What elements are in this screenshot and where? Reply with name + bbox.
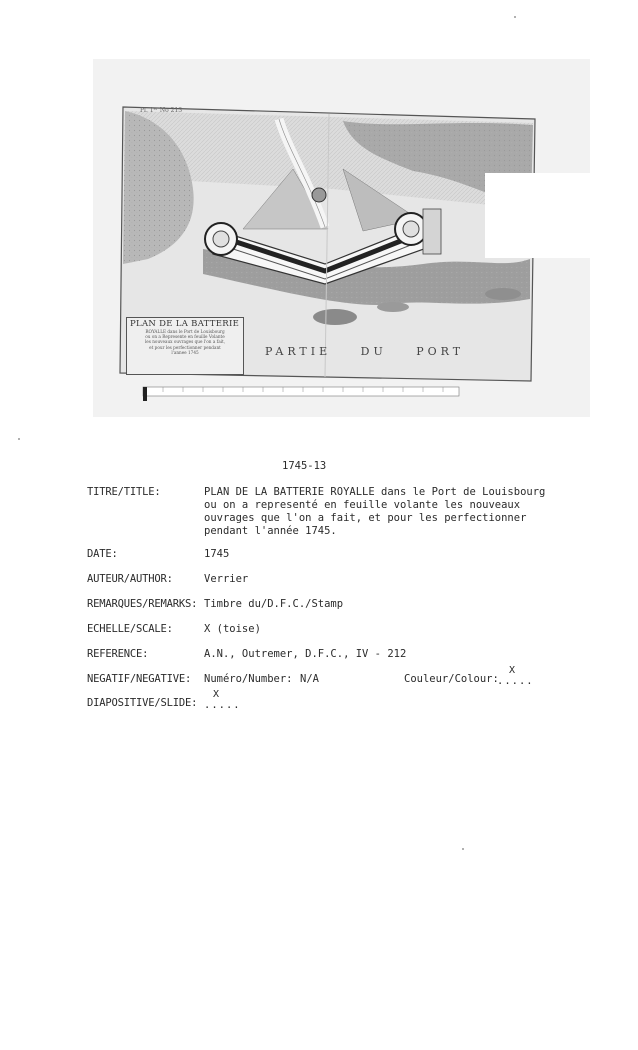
scan-speck bbox=[514, 16, 516, 18]
cartouche-line: et pour les perfectionner pendant bbox=[149, 344, 221, 350]
scan-speck bbox=[462, 848, 464, 850]
map-cartouche bbox=[126, 317, 244, 375]
cartouche-subtitle: ROYALLE dans le Port de Louisbourg bbox=[145, 329, 225, 334]
cartouche-line: les nouveaux ouvrages que l'on a fait, bbox=[144, 339, 226, 345]
diapositive-x-mark: X bbox=[213, 689, 220, 700]
titre-line: ouvrages que l'on a fait, et pour les perfectionner bbox=[204, 512, 527, 524]
diapositive-label: DIAPOSITIVE/SLIDE: bbox=[87, 697, 198, 709]
remarques-label: REMARQUES/REMARKS: bbox=[87, 598, 198, 610]
map-photograph bbox=[93, 59, 590, 417]
couleur-label: Couleur/Colour: bbox=[404, 673, 499, 685]
date-value: 1745 bbox=[204, 548, 230, 560]
numero-label: Numéro/Number: bbox=[204, 673, 293, 685]
echelle-value: X (toise) bbox=[204, 623, 261, 635]
titre-line: ou on a representé en feuille volante les nouveaux bbox=[204, 499, 521, 511]
remarques-value: Timbre du/D.F.C./Stamp bbox=[204, 598, 344, 610]
reference-label: REFERENCE: bbox=[87, 648, 149, 660]
cartouche-line: l'annee 1745 bbox=[171, 349, 199, 355]
titre-line: PLAN DE LA BATTERIE ROYALLE dans le Port de Louisbourg bbox=[204, 486, 546, 498]
reference-number: 1745-13 bbox=[282, 460, 327, 472]
couleur-dots: ..... bbox=[497, 675, 534, 687]
cartouche-title: PLAN DE LA BATTERIE bbox=[130, 319, 240, 329]
titre-line: pendant l'année 1745. bbox=[204, 525, 337, 537]
auteur-label: AUTEUR/AUTHOR: bbox=[87, 573, 173, 585]
date-label: DATE: bbox=[87, 548, 118, 560]
map-corner-label: Pl. 1ᵉʳ No 213 bbox=[140, 107, 183, 114]
paper-slip bbox=[485, 173, 590, 258]
reference-value: A.N., Outremer, D.F.C., IV - 212 bbox=[204, 648, 407, 660]
scan-speck bbox=[18, 438, 20, 440]
numero-value: N/A bbox=[300, 673, 319, 685]
partie-du-port-label: PARTIE DU PORT bbox=[265, 345, 465, 358]
negatif-label: NEGATIF/NEGATIVE: bbox=[87, 673, 192, 685]
echelle-label: ECHELLE/SCALE: bbox=[87, 623, 173, 635]
titre-label: TITRE/TITLE: bbox=[87, 486, 161, 498]
cartouche-line: ou on a Represente en feuille Volante bbox=[145, 334, 225, 340]
auteur-value: Verrier bbox=[204, 573, 249, 585]
couleur-x-mark: X bbox=[509, 665, 516, 676]
diapositive-dots: ..... bbox=[204, 699, 241, 711]
